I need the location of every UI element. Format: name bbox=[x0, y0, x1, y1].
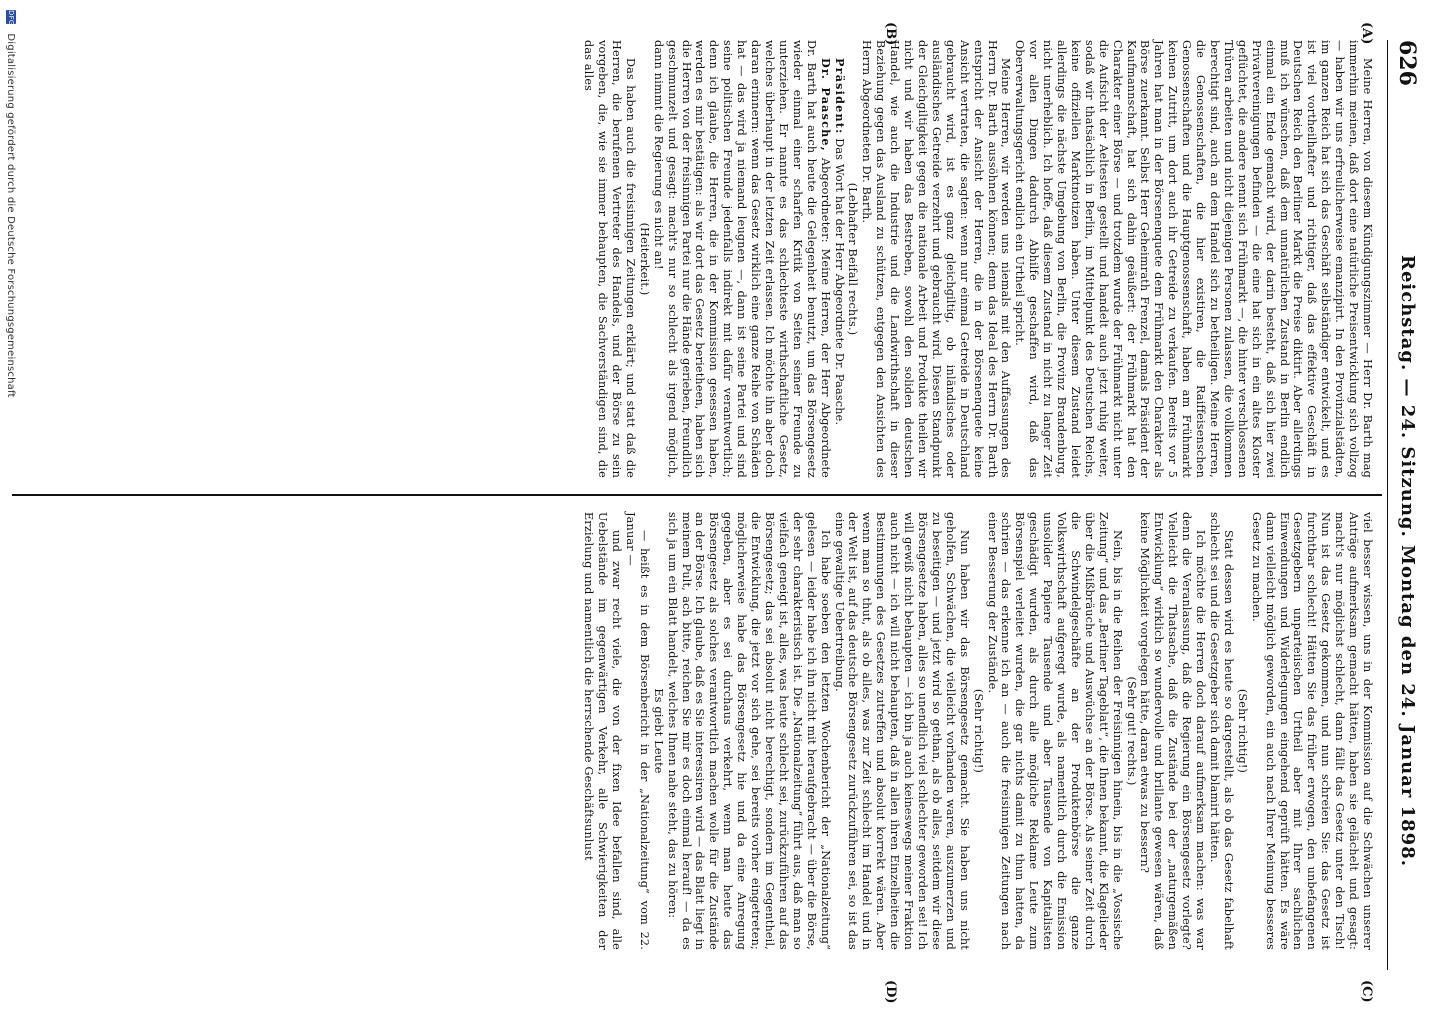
interjection: (Lebhafter Beifall rechts.) bbox=[846, 182, 860, 336]
speech-text: Abgeordneter: Meine Herren, der Herr Abgeordnete Dr. Barth hat auch heute die Gelegenheit benutzt, um das Börsengesetz wieder einmal einer scharfen Kritik von Seiten seiner Freunde zu unterziehen. Er nannte es das schlechteste wirthschaftliche Gesetz, welches überhaupt in der letzten Zeit erlassen. Ich möchte ihn aber doch daran erinnern: wenn das Gesetz wirklich eine ganze Reihe von Schäden hat — das wird ja niemand leugnen —, dann ist seine Partei und sind seine politischen Freunde jedenfalls indirekt mit dafür verantwortlich; denn ich glaube, die Herren, die in der Kommission gesessen haben, werden es mir bestätigen: als wir dort das Gesetz berietheen, haben sich die Herren von der freisinnigen Partei nur die Hände gerieben, freundlich geschmunzelt und gesagt: macht's nur so schlecht als irgend möglich, dann nimmt die Regierung es nicht an! bbox=[651, 40, 832, 479]
right-column bbox=[14, 512, 1374, 950]
interjection: (Heiterkeit.) bbox=[637, 222, 651, 296]
paragraph: Das haben auch die freisinnigen Zeitungen erklärt; und statt daß die Herren, die berufenen Vertreter des Handels, und der Börse zu sein vorgeben, die, wie sie immer behaupten, die Sachverständigen sind, die das alles bbox=[582, 40, 637, 478]
paragraph: und zwar recht viele, die von der fixen Idee befallen sind, alle Uebelstände im gegenwärtigen Verkehr, alle Schwierigkeiten der Erzielung und namentlich die herrschende Geschäftsunlust bbox=[582, 512, 624, 950]
paragraph: Nun haben wir das Börsengesetz gemacht. Sie haben uns nicht geholfen, Schwächen, die vielleicht vorhanden waren, auszumerzen und zu beseitigen — und jetzt wird so gethan, als ob alles, seitdem wir diese Börsengesetze haben, alles so unendlich viel schlechter geworden sei! Ich will gewiß nicht behaupten — ich bin ja auch keineswegs meiner Fraktion auch nicht — ich will nicht behaupten, daß in allen ihren Einzelheiten die Bestimmungen des Gesetzes zutreffen und absolut korrekt wären. Aber wenn man so thut, als ob alles, was zur Zeit schlecht im Handel und in der Welt ist, auf das deutsche Börsengesetz zurückzuführen sei, so ist das eine gewaltige Uebertreibung. bbox=[832, 512, 971, 950]
paragraph: — heißt es in dem Börsenbericht in der „Nationalzeitung“ vom 22. Januar — bbox=[623, 512, 651, 950]
margin-mark-c: (C) bbox=[1359, 980, 1374, 1003]
paragraph: Meine Herren, von diesem Kündigungszimmer — Herr Dr. Barth mag immerhin meinen, daß dort eine natürliche Preisentwicklung sich vollzog — haben wir uns erfreulicherweise emanzipirt. In den Provinzialstädten, im ganzen Reich hat sich das Geschäft selbständiger entwickelt, und es ist viel vortheilhafter und richtiger, daß das effektive Geschäft in Deutschen Reich den Berliner Markt die Preise diktirt. Aber allerdings muß ich wünschen, daß dem unnatürlichen Zustand in Berlin endlich einmal ein Ende gemacht wird, der darin besteht, daß sich hier zwei Privatvereinigungen befinden — die eine hat sich in ein altes Kloster geflüchtet, die andere nennt sich Frühmarkt —, die hinter verschlossenen Thüren arbeiten und nicht diejenigen Personen zulassen, die vollkommen berechtigt sind, auch an dem Handel sich zu betheiligen. Meine Herren, die Genossenschaften, die hier existiren, die Raiffeisenschen Genossenschaften und die Hauptgenossenschaft, haben am Frühmarkt keinen Zutritt, um dort auch ihr Getreide zu verkaufen. Bereits vor 5 Jahren hat man in der Börsenenquete dem Frühmarkt den Charakter als Börse zuerkannt. Selbst Herr Geheimrath Frenzel, damals Präsident der Kaufmannschaft, hat sich dahin geäußert: der Frühmarkt hat den Charakter einer Börse — und trotzdem wurde der Frühmarkt nicht unter die Aufsicht der Aeltesten gestellt und handelt auch jetzt ruhig weiter, sodaß wir thatsächlich in Berlin, im Mittelpunkt des Deutschen Reichs, keine offiziellen Marktnotizen haben. Unter diesem Zustand leidet allerdings die nächste Umgebung von Berlin, die Provinz Brandenburg, nicht unerheblich. Ich hoffe, daß diesem Zustand in nicht zu langer Zeit vor allen Dingen dadurch Abhilfe geschaffen wird, daß das Oberverwaltungsgericht endlich ein Urtheil spricht. bbox=[1013, 40, 1374, 478]
interjection: (Sehr richtig!) bbox=[971, 688, 985, 774]
running-head: Reichstag. — 24. Sitzung. Montag den 24. Januar 1898. bbox=[1397, 255, 1418, 867]
interjection: (Sehr richtig!) bbox=[1235, 688, 1249, 774]
speaker-paragraph bbox=[832, 40, 846, 478]
left-column bbox=[14, 40, 1374, 478]
page-header bbox=[1387, 40, 1422, 970]
paragraph: Statt dessen wird es heute so dargestellt, als ob das Gesetz fabelhaft schlecht sei und die Gesetzgeber sich damit blamirt hätten. bbox=[1208, 512, 1235, 950]
speaker-name: Präsident: bbox=[832, 58, 847, 135]
margin-mark-d: (D) bbox=[883, 980, 898, 1004]
speech-text: Das Wort hat der Herr Abgeordnete Dr. Paasche. bbox=[832, 138, 846, 426]
quote-line: Es giebt Leute bbox=[651, 688, 665, 774]
paragraph: Ich möchte die Herren doch darauf aufmerksam machen: was war denn die Veranlassung, daß die Regierung ein Börsengesetz vorlegte? Vielleicht die Thatsache, daß die Zustände bei der „naturgemäßen Entwicklung“ wirklich so wundervolle und brillante gewesen wären, daß keine Möglichkeit vorgelegen hätte, daran etwas zu bessern? bbox=[1138, 512, 1208, 950]
column-divider bbox=[12, 494, 1382, 496]
paragraph: Ich habe soeben den letzten Wochenbericht der „Nationalzeitung“ gelesen — leider habe ich ihn nicht mit heraufgebracht — über die Börse, der sehr charakteristisch ist. Die „Nationalzeitung“ führt aus, daß man so vielfach geneigt ist, alles, was heute schlecht sei, zurückzuführen auf das Börsengesetz; das sei absolut nicht berechtigt, sondern im Gegentheil, die Entwicklung, die jetzt vor sich gehe, sei bereits vorher eingetreten; möglicherweise habe das Börsengesetz hie und da eine Anregung gegeben, aber es sei durchaus verkehrt, wenn man heute das Börsengesetz als solches verantwortlich machen wolle für die Zustände an der Börse. Ich glaube, daß es Sie interessiren wird — das Blatt liegt in meinem Pult, ach bitte, reichen Sie mir es doch einmal herauf! — da es sich ja um ein Blatt handelt, welches Ihnen nahe steht, das zu hören: bbox=[665, 512, 832, 950]
digitization-footer bbox=[5, 0, 16, 1010]
page-number: 626 bbox=[1394, 40, 1420, 86]
margin-mark-a: (A) bbox=[1359, 22, 1374, 45]
paragraph: Meine Herren, wir werden uns niemals mit den Auffassungen des Herrn Dr. Barth aussöhnen können; denn das Ideal des Herrn Dr. Barth entspricht der Ansicht der Herren, die in der Börsenenquete keine Ansicht vertraten, die sagten: wenn nur einmal Getreide in Deutschland gebraucht wird, ist es ganz gleichgiltig, ob inländisches oder ausländisches Getreide verzehrt und gebraucht wird. Diesen Standpunkt der Gleichgiltigkeit gegen die nationale Arbeit und Produkte theilen wir nicht und wir haben das Bestreben, sowohl den soliden deutschen Handel, wie auch die Industrie und die Landwirthschaft in dieser Beziehung gegen das Ausland zu schützen, entgegen den Ansichten des Herrn Abgeordneten Dr. Barth. bbox=[860, 40, 1013, 478]
footer-text: Digitalisierung gefördert durch die Deutsche Forschungsgemeinschaft bbox=[5, 33, 16, 398]
dfg-logo-icon: DFG bbox=[7, 10, 15, 26]
speaker-name: Dr. Paasche, bbox=[818, 58, 833, 152]
speaker-paragraph bbox=[651, 40, 832, 478]
paragraph: viel besser wissen, uns in der Kommission auf die Schwächen unserer Anträge aufmerksam gemacht hätten, haben sie gelächelt und gesagt: macht's nur möglichst schlecht, dann fällt das Gesetz unter den Tisch! Nun ist das Gesetz gekommen, und nun schreien Sie: das Gesetz ist furchtbar schlecht! Hätten Sie das früher erwogen, den unbefangenen Gesetzgebern unparteiischen Urtheil aber mit Ihrer sachlichen Einwendungen und Widerlegungen eingehend geprüft hätten. Es wäre dann vielleicht möglich geworden, ein auch nach Ihrer Meinung besseres Gesetz zu machen. bbox=[1249, 512, 1374, 950]
interjection: (Sehr gut! rechts.) bbox=[1124, 676, 1138, 786]
margin-mark-b: (B) bbox=[883, 22, 898, 46]
paragraph: Nein, bis in die Reihen der Freisinnigen hinein, bis in die „Vossische Zeitung“ und das „Berliner Tageblatt“, die Ihnen bekannt, die Klagelieder über die Mißbräuche und Auswüchse an der Börse. Als seiner Zeit durch die Schwindelgeschäfte an der Produktenbörse die ganze Volkswirthschaft aufgeregt wurde, als namentlich durch die Emission unsolider Papiere Tausende und aber Tausende von Kapitalisten geschädigt wurden, als durch alle mögliche Reklame Leute zum Börsenspiel verleitet wurden, die gar nichts damit zu thun hatten, da schrien — das erkenne ich an — auch die freisinnigen Zeitungen nach einer Besserung der Zustände. bbox=[985, 512, 1124, 950]
